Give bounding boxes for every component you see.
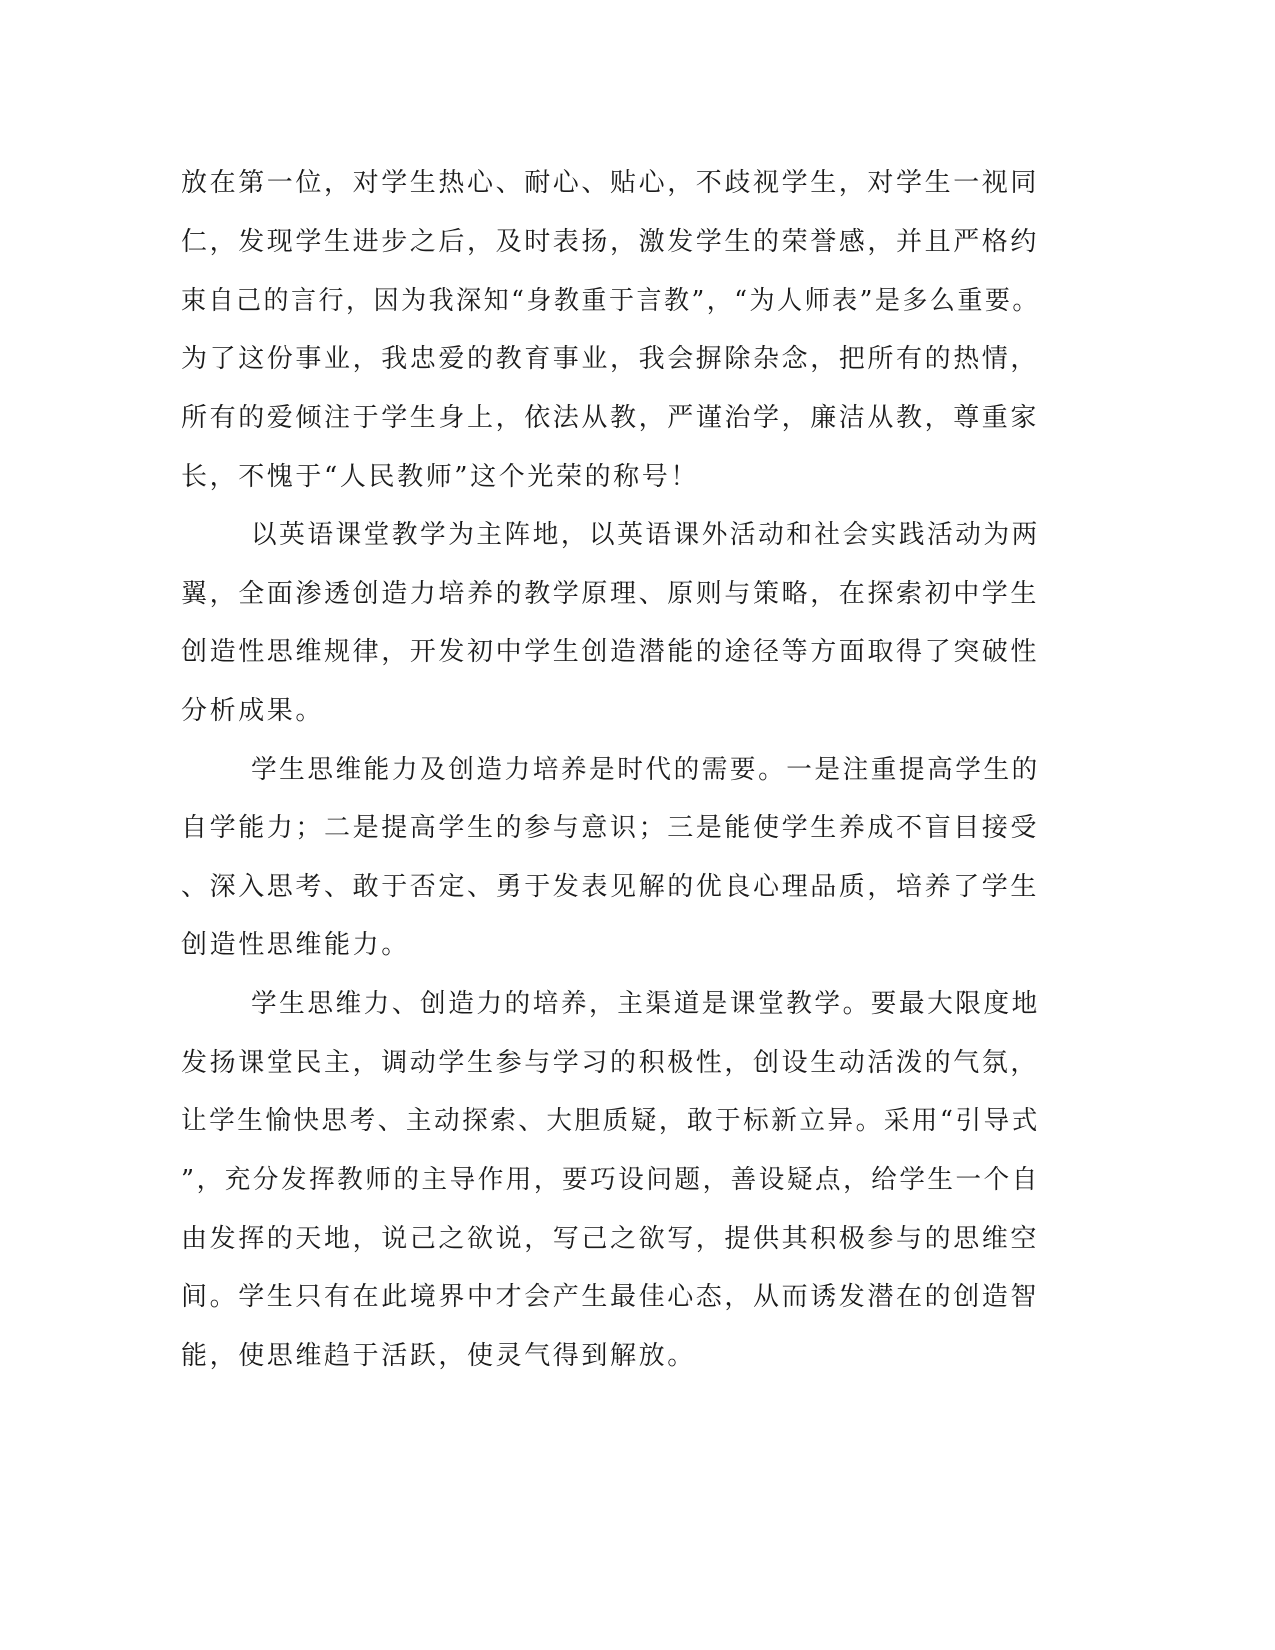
text-line: 能，使思维趋于活跃，使灵气得到解放。: [181, 1341, 696, 1371]
text-line: 让学生愉快思考、主动探索、大胆质疑，敢于标新立异。采用“引导式: [181, 1106, 1040, 1136]
text-line: 放在第一位，对学生热心、耐心、贴心，不歧视学生，对学生一视同: [181, 168, 1040, 198]
paragraph-first-line: 学生思维力、创造力的培养，主渠道是课堂教学。要最大限度地: [251, 989, 1040, 1019]
text-line: ”，充分发挥教师的主导作用，要巧设问题，善设疑点，给学生一个自: [181, 1165, 1040, 1195]
text-line: 仁，发现学生进步之后，及时表扬，激发学生的荣誉感，并且严格约: [181, 227, 1040, 257]
paragraph-first-line: 学生思维能力及创造力培养是时代的需要。一是注重提高学生的: [251, 755, 1040, 785]
text-line: 所有的爱倾注于学生身上，依法从教，严谨治学，廉洁从教，尊重家: [181, 403, 1040, 433]
text-line: 束自己的言行，因为我深知“身教重于言教”，“为人师表”是多么重要。: [181, 286, 1040, 316]
text-line: 创造性思维规律，开发初中学生创造潜能的途径等方面取得了突破性: [181, 637, 1040, 667]
text-line: 、深入思考、敢于否定、勇于发表见解的优良心理品质，培养了学生: [181, 872, 1040, 902]
text-line: 翼，全面渗透创造力培养的教学原理、原则与策略，在探索初中学生: [181, 579, 1040, 609]
text-line: 长，不愧于“人民教师”这个光荣的称号！: [181, 462, 699, 492]
text-line: 间。学生只有在此境界中才会产生最佳心态，从而诱发潜在的创造智: [181, 1282, 1040, 1312]
text-line: 由发挥的天地，说己之欲说，写己之欲写，提供其积极参与的思维空: [181, 1224, 1040, 1254]
text-line: 创造性思维能力。: [181, 930, 410, 960]
text-line: 分析成果。: [181, 696, 325, 726]
text-line: 自学能力；二是提高学生的参与意识；三是能使学生养成不盲目接受: [181, 813, 1040, 843]
text-line: 发扬课堂民主，调动学生参与学习的积极性，创设生动活泼的气氛，: [181, 1048, 1040, 1078]
paragraph-first-line: 以英语课堂教学为主阵地，以英语课外活动和社会实践活动为两: [251, 520, 1040, 550]
text-line: 为了这份事业，我忠爱的教育事业，我会摒除杂念，把所有的热情，: [181, 344, 1040, 374]
